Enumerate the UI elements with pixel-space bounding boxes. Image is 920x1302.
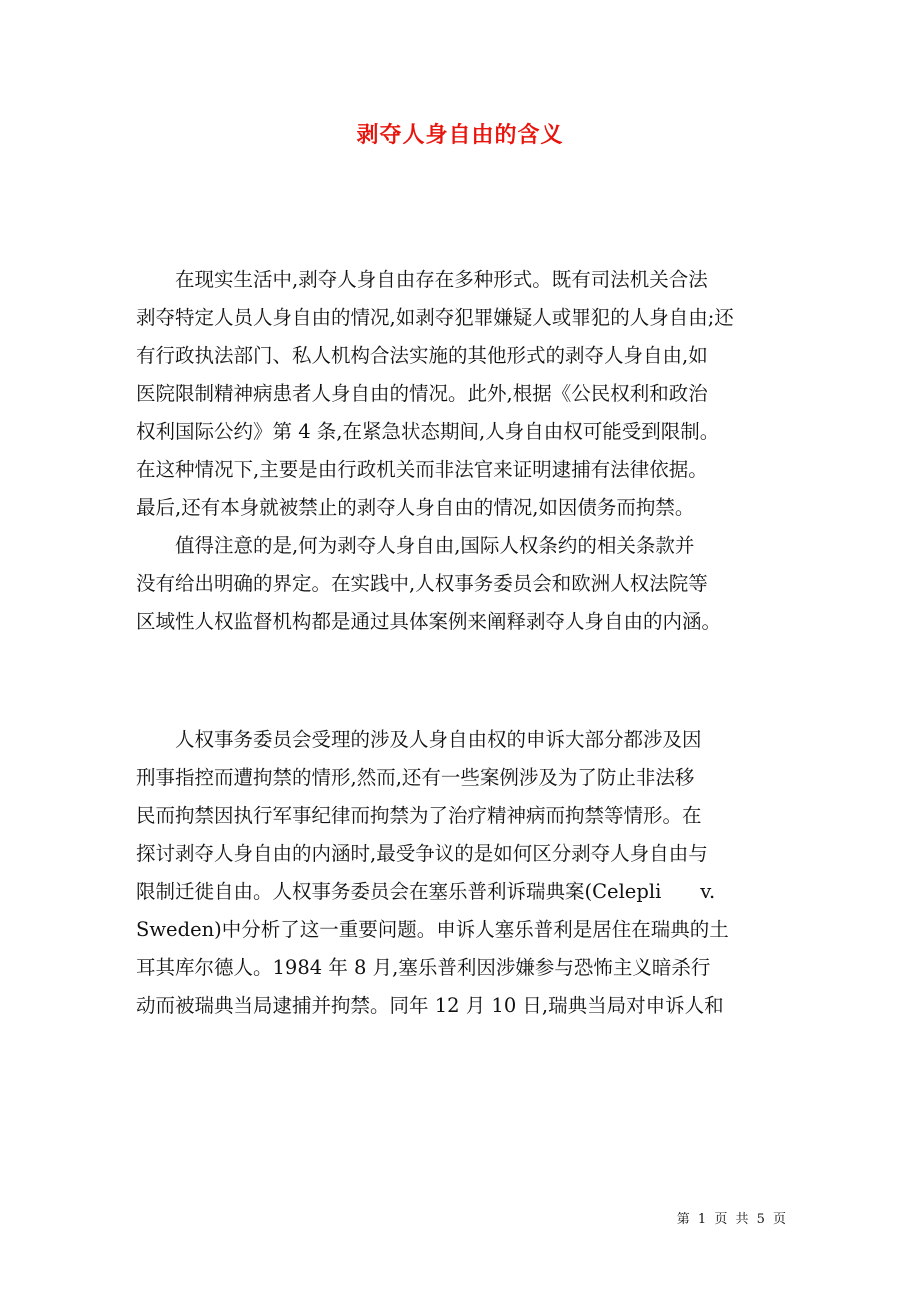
page-number: 第 1 页 共 5 页 [676, 1212, 788, 1227]
text-line: 没有给出明确的界定。在实践中,人权事务委员会和欧洲人权法院等 [136, 572, 708, 595]
text-line: 耳其库尔德人。1984 年 8 月,塞乐普利因涉嫌参与恐怖主义暗杀行 [136, 956, 711, 979]
text-line: 有行政执法部门、私人机构合法实施的其他形式的剥夺人身自由,如 [136, 344, 708, 367]
text-line: 限制迁徙自由。人权事务委员会在塞乐普利诉瑞典案(Celepli v. [136, 880, 716, 903]
text-line: 在现实生活中,剥夺人身自由存在多种形式。既有司法机关合法 [136, 268, 708, 291]
text-line: 区域性人权监督机构都是通过具体案例来阐释剥夺人身自由的内涵。 [136, 610, 722, 633]
text-line: 剥夺特定人员人身自由的情况,如剥夺犯罪嫌疑人或罪犯的人身自由;还 [136, 306, 734, 329]
text-line: 刑事指控而遭拘禁的情形,然而,还有一些案例涉及为了防止非法移 [136, 766, 695, 789]
text-line: Sweden)中分析了这一重要问题。申诉人塞乐普利是居住在瑞典的土 [136, 918, 729, 941]
text-line: 动而被瑞典当局逮捕并拘禁。同年 12 月 10 日,瑞典当局对申诉人和 [136, 994, 724, 1017]
text-line: 最后,还有本身就被禁止的剥夺人身自由的情况,如因债务而拘禁。 [136, 496, 695, 519]
text-line: 人权事务委员会受理的涉及人身自由权的申诉大部分都涉及因 [136, 728, 702, 751]
document-title: 剥夺人身自由的含义 [356, 123, 564, 148]
text-line: 值得注意的是,何为剥夺人身自由,国际人权条约的相关条款并 [136, 534, 695, 557]
text-line: 在这种情况下,主要是由行政机关而非法官来证明逮捕有法律依据。 [136, 458, 708, 481]
text-line: 医院限制精神病患者人身自由的情况。此外,根据《公民权利和政治 [136, 382, 708, 405]
text-line: 权利国际公约》第 4 条,在紧急状态期间,人身自由权可能受到限制。 [136, 420, 720, 443]
text-line: 探讨剥夺人身自由的内涵时,最受争议的是如何区分剥夺人身自由与 [136, 842, 708, 865]
text-line: 民而拘禁因执行军事纪律而拘禁为了治疗精神病而拘禁等情形。在 [136, 804, 702, 827]
